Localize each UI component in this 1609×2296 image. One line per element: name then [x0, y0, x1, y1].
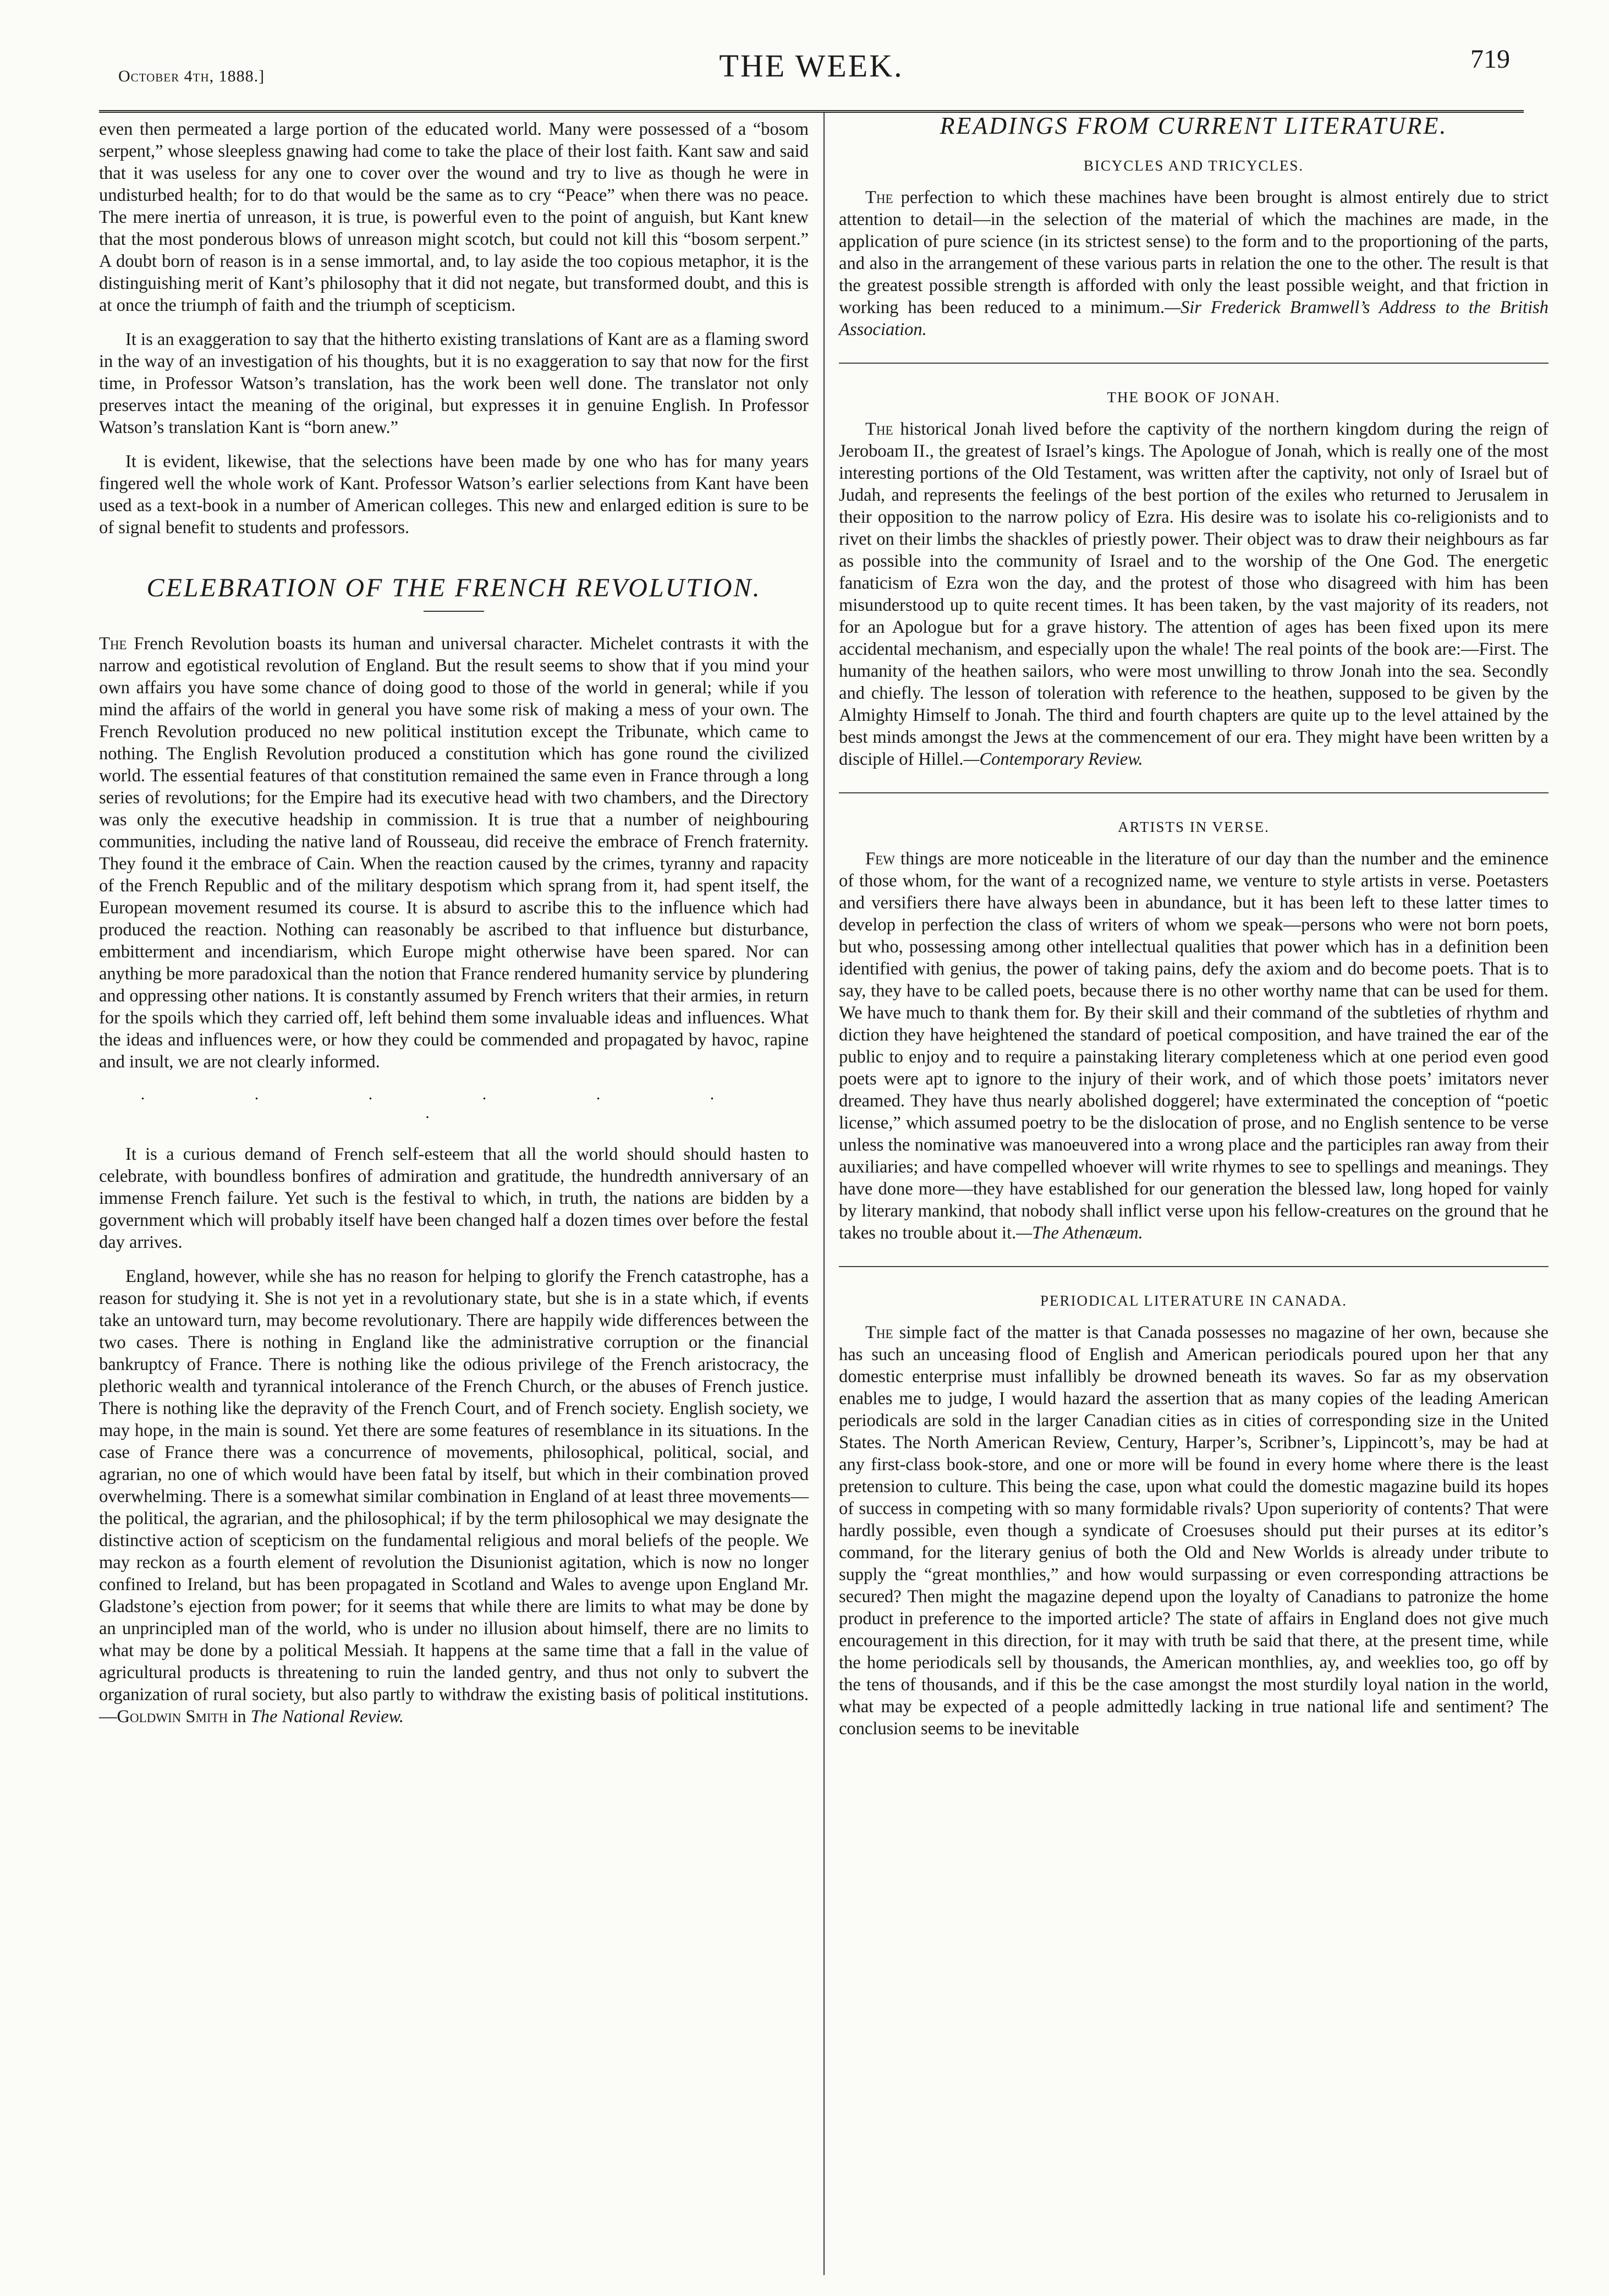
article-source: —The Athenæum. [1016, 1223, 1143, 1243]
left-column [99, 118, 809, 1740]
article-body-bicycles [839, 187, 1548, 341]
drop-word: Few [865, 849, 895, 869]
article-title-bicycles: BICYCLES AND TRICYCLES. [1083, 157, 1304, 174]
article-text: things are more noticeable in the literature of our day than the number and the eminence of those whom, for the want of a recognized name, we venture to style artists in verse. Poetasters and versifiers there have always been in abundance, but it has been left to these latter times to develop in perfection the class of writers of whom we speak—persons who were not born poets, but who, possessing among other intellectual qualities that power which has in a definition been identified with genius, the power of taking pains, defy the axiom and do become poets. That is to say, they have to be called poets, because there is no other worthy name that can be used for them. We have much to thank them for. By their skill and their command of the subtleties of rhythm and diction they have heightened the standard of poetical composition, and have trained the ear of the public to enjoy and to require a painstaking literary completeness which at one period even good poets were apt to ignore to the injury of their work, and of which those poets’ imitators never dreamed. They have thus nearly abolished doggerel; have exterminated the conception of “poetic license,” which assumed poetry to be the dislocation of prose, and no English sentence to be verse unless the nominative was manoeuvered into a wrong place and the participles ran away from their auxiliaries; and have compelled whoever will write rhymes to see to spellings and meanings. They have done more—they have established for our generation the blessed law, long hoped for vainly by literary mankind, that nobody shall inflict verse upon his fellow-creatures on the ground that he takes no trouble about it. [839, 849, 1548, 1243]
source-citation: The National Review. [250, 1707, 404, 1727]
celebration-paragraph-3: England, however, while she has no reason for helping to glorify the French catastrophe, has a reason for studying it. She is not yet in a revolutionary state, but she is in a state which, if events take an untoward turn, may become revolutionary. There are happily wide differences between the two cases. There is nothing in England like the administrative corruption or the financial bankruptcy of France. There is nothing like the odious privilege of the French aristocracy, the plethoric wealth and tyrannical intolerance of the French Church, or the abuses of French justice. There is nothing like the depravity of the French Court, and of French society. English society, we may hope, in the main is sound. Yet there are some features of resemblance in its situations. In the case of France there was a concurrence of movements, philosophical, political, social, and agrarian, no one of which would have been fatal by itself, but which in their combination proved overwhelming. There is a somewhat similar combination in England of at least three movements—the political, the agrarian, and the philosophical; if by the term philosophical we may designate the distinctive action of scepticism on the fundamental religious and moral beliefs of the people. We may reckon as a fourth element of revolution the Disunionist agitation, which is now no longer confined to Ireland, but has been propagated in Scotland and Wales to avenge upon England Mr. Gladstone’s ejection from power; for it seems that while there are limits to what may be done by an unprincipled man of the world, who is under no illusion about himself, there are no limits to what may be done by a political Messiah. It happens at the same time that a fall in the value of agricultural products is threatening to ruin the landed gentry, and thus not only to subvert the organization of rural society, but also partly to withdraw the existing basis of political institutions.—Goldwin Smith in The National Review. [99, 1267, 809, 1727]
celebration-paragraph-2: It is a curious demand of French self-esteem that all the world should should hasten to celebrate, with boundless bonfires of admiration and gratitude, the hundredth anniversary of an immense French failure. Yet such is the festival to which, in truth, the nations are bidden by a government which will probably itself have been changed half a dozen times over before the festal day arrives. [99, 1144, 809, 1252]
article-title-artists: ARTISTS IN VERSE. [1118, 819, 1270, 835]
page-number: 719 [1470, 45, 1510, 74]
title-rule [424, 611, 484, 612]
drop-word: The [865, 188, 893, 207]
article-text: perfection to which these machines have been brought is almost entirely due to strict attention to detail—in the selection of the material of which the machines are made, in the application of pure science (in its strictest sense) to the form and to the proportioning of the parts, and also in the arrangement of these various parts in relation the one to the other. The result is that the greatest possible strength is afforded with only the least possible weight, and that friction in working has been reduced to a minimum. [839, 188, 1548, 317]
article-text: simple fact of the matter is that Canada possesses no magazine of her own, because she has such an unceasing flood of English and American periodicals poured upon her that any domestic enterprise must infallibly be drowned beneath its waves. So far as my observation enables me to judge, I would hazard the assertion that as many copies of the leading American periodicals are sold in the larger Canadian cities as in cities of corresponding size in the United States. The North American Review, Century, Harper’s, Scribner’s, Lippincott’s, may be had at any first-class book-store, and one or more will be found in every home where there is the least pretension to culture. This being the case, upon what could the domestic magazine build its hopes of success in competing with so many formidable rivals? Upon superiority of contents? That were hardly possible, even though a syndicate of Croesuses should put their purses at its editor’s command, for the literary genius of both the Old and New Worlds is already under tribute to supply the “great monthlies,” and how would surpassing or even corresponding attractions be secured? Then might the magazine depend upon the loyalty of Canadians to patronize the home product in preference to the imported article? The state of affairs in England does not give much encouragement in this direction, for it may with truth be said that there, at the present time, while the home periodicals sell by thousands, the American monthlies, ay, and weeklies too, go off by the tens of thousands, and if this be the case amongst the most sturdily loyal nation in the world, what may be expected of a people admittedly lacking in true national life and sentiment? The conclusion seems to be inevitable [839, 1323, 1548, 1739]
article-separator [839, 363, 1548, 364]
article-title-jonah: THE BOOK OF JONAH. [1107, 389, 1281, 406]
column-divider [823, 113, 825, 2275]
ellipsis-dots: . . . . . . . [140, 1085, 767, 1122]
page-header [107, 44, 1515, 105]
right-column [839, 112, 1549, 1752]
article-separator [839, 792, 1548, 793]
article-title-periodicals: PERIODICAL LITERATURE IN CANADA. [1040, 1292, 1347, 1309]
drop-word: The [865, 419, 893, 439]
author-signature: Goldwin Smith [117, 1707, 228, 1727]
article-body-jonah [839, 418, 1548, 770]
drop-word: The [99, 634, 127, 654]
celebration-title: CELEBRATION OF THE FRENCH REVOLUTION. [146, 573, 761, 602]
article-body-artists [839, 848, 1548, 1244]
celebration-paragraph-1-text: French Revolution boasts its human and universal character. Michelet contrasts it with the narrow and egotistical revolution of England. But the result seems to show that if you mind your own affairs you have some chance of doing good to those of the world in general; while if you mind the affairs of the world in general you have some risk of making a mess of your own. The French Revolution produced no new political institution except the Tribunate, which came to nothing. The English Revolution produced a constitution which has gone round the civilized world. The essential features of that constitution remained the same even in France through a long series of revolutions; for the Empire had its executive head with two chambers, and the Directory was only the executive headship in commission. It is true that a number of neighbouring communities, including the native land of Rousseau, did receive the embrace of French fraternity. They found it the embrace of Cain. When the reaction caused by the crimes, tyranny and rapacity of the French Republic and of the military despotism which sprang from it, had spent itself, the European movement resumed its course. It is absurd to ascribe this to the influence which had produced the reaction. Nothing can reasonably be ascribed to that influence but disturbance, embitterment and incendiarism, which Europe might otherwise have been spared. Nor can anything be more paradoxical than the notion that France rendered humanity service by plundering and oppressing other nations. It is constantly assumed by French writers that their armies, in return for the spoils which they carried off, left behind them some invaluable ideas and influences. What the ideas and influences were, or how they could be commended and propagated by havoc, rapine and insult, we are not clearly informed. [99, 634, 809, 1072]
readings-title: READINGS FROM CURRENT LITERATURE. [940, 112, 1448, 139]
masthead: THE WEEK. [719, 48, 904, 84]
kant-paragraph-2: It is an exaggeration to say that the hitherto existing translations of Kant are as a flaming sword in the way of an investigation of his thoughts, but it is no exaggeration to say that now for the first time, in Professor Watson’s translation, has the work been well done. The translator not only preserves intact the meaning of the original, but expresses it in genuine English. In Professor Watson’s translation Kant is “born anew.” [99, 330, 809, 437]
article-separator [839, 1266, 1548, 1267]
article-source: —Contemporary Review. [963, 749, 1143, 769]
celebration-paragraph-1 [99, 633, 809, 1073]
article-source: —Sir Frederick Bramwell’s Address to the British Association. [839, 298, 1549, 339]
celebration-paragraph-3-text: England, however, while she has no reason for helping to glorify the French catastrophe, has a reason for studying it. She is not yet in a revolutionary state, but she is in a state which, if events take an untoward turn, may become revolutionary. There are happily wide differences between the two cases. There is nothing in England like the administrative corruption or the financial bankruptcy of France. There is nothing like the odious privilege of the French aristocracy, the plethoric wealth and tyrannical intolerance of the French Church, or the abuses of French justice. There is nothing like the depravity of the French Court, and of French society. English society, we may hope, in the main is sound. Yet there are some features of resemblance in its situations. In the case of France there was a concurrence of movements, philosophical, political, social, and agrarian, no one of which would have been fatal by itself, but which in their combination proved overwhelming. There is a somewhat similar combination in England of at least three movements—the political, the agrarian, and the philosophical; if by the term philosophical we may designate the distinctive action of scepticism on the fundamental religious and moral beliefs of the people. We may reckon as a fourth element of revolution the Disunionist agitation, which is now no longer confined to Ireland, but has been propagated in Scotland and Wales to avenge upon England Mr. Gladstone’s ejection from power; for it seems that while there are limits to what may be done by an unprincipled man of the world, who is under no illusion about himself, there are no limits to what may be done by a political Messiah. It happens at the same time that a fall in the value of agricultural products is threatening to ruin the landed gentry, and thus not only to subvert the organization of rural society, but also partly to withdraw the existing basis of political institutions. [99, 1267, 809, 1705]
kant-paragraph-1: even then permeated a large portion of the educated world. Many were possessed of a “bosom serpent,” whose sleepless gnawing had come to take the place of their lost faith. Kant saw and said that it was useless for any one to cover over the wound and try to live as though he were in undisturbed health; for to do that would be the same as to cry “Peace” when there was no peace. The mere inertia of unreason, it is true, is powerful even to the point of anguish, but Kant knew that the most ponderous blows of unreason might scotch, but could not kill this “bosom serpent.” A doubt born of reason is in a sense immortal, and, to lay aside the too copious metaphor, it is the distinguishing merit of Kant’s philosophy that it did not negate, but transformed doubt, and this is at once the triumph of faith and the triumph of scepticism. [99, 119, 809, 315]
article-text: historical Jonah lived before the captivity of the northern kingdom during the reign of Jeroboam II., the greatest of Israel’s kings. The Apologue of Jonah, which is really one of the most interesting portions of the Old Testament, was written after the captivity, not only of Israel but of Judah, and represents the feelings of the best portion of the exiles who returned to Jerusalem in their opposition to the narrow policy of Ezra. His desire was to isolate his co-religionists and to rivet on their limbs the shackles of priestly power. Their object was to draw their neighbours as far as possible into the community of Israel and to the worship of the One God. The energetic fanaticism of Ezra won the day, and the protest of those who disagreed with him has been misunderstood up to quite recent times. It has been taken, by the vast majority of its readers, not for an Apologue but for a grave history. The attention of ages has been fixed upon its mere accidental mechanism, and especially upon the whale! The real points of the book are:—First. The humanity of the heathen sailors, who were most unwilling to throw Jonah into the sea. Secondly and chiefly. The lesson of toleration with reference to the heathen, supposed to be given by the Almighty Himself to Jonah. The third and fourth chapters are quite up to the level attained by the best minds amongst the Jews at the commencement of our era. They might have been written by a disciple of Hillel. [839, 419, 1548, 769]
drop-word: The [865, 1323, 893, 1342]
kant-paragraph-3: It is evident, likewise, that the selections have been made by one who has for many years fingered well the whole work of Kant. Professor Watson’s earlier selections from Kant have been used as a text-book in a number of American colleges. This new and enlarged edition is sure to be of signal benefit to students and professors. [99, 452, 809, 538]
article-body-periodicals [839, 1322, 1548, 1740]
issue-date: October 4th, 1888.] [118, 67, 265, 85]
